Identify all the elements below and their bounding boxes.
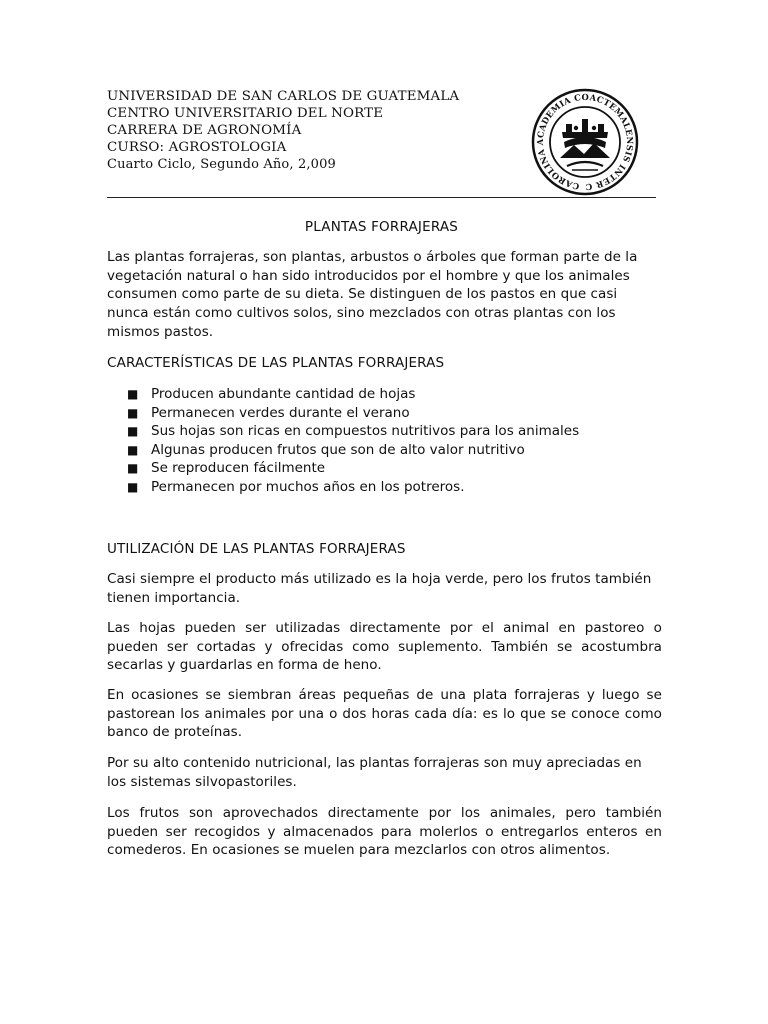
- header-university: UNIVERSIDAD DE SAN CARLOS DE GUATEMALA: [107, 89, 460, 104]
- header-course: CURSO: AGROSTOLOGIA: [107, 140, 287, 155]
- header-cycle: Cuarto Ciclo, Segundo Año, 2,009: [107, 157, 336, 172]
- header-center: CENTRO UNIVERSITARIO DEL NORTE: [107, 106, 384, 121]
- utilization-paragraph-5: Los frutos son aprovechados directamente por los animales, pero también pueden ser recogidos y almacenados para molerlos o entregarlos enteros en comederos. En ocasiones se muelen para mezclarlos con otros alimentos.: [107, 805, 662, 859]
- utilization-paragraph-4: Por su alto contenido nutricional, las plantas forrajeras son muy apreciadas en los sistemas silvopastoriles.: [107, 755, 642, 790]
- header-career: CARRERA DE AGRONOMÍA: [107, 123, 302, 138]
- characteristics-list: [127, 385, 579, 497]
- document-title: PLANTAS FORRAJERAS: [304, 219, 459, 235]
- seal-icon: [512, 88, 658, 196]
- list-item: ■ Se reproducen fácilmente: [127, 460, 326, 477]
- seal-text: CAROLINA ACADEMIA COACTEMALENSIS INTER C: [535, 91, 636, 193]
- square-bullet-icon: ■: [127, 479, 139, 494]
- list-item: ■ Algunas producen frutos que son de alto valor nutritivo: [127, 441, 525, 458]
- header-divider: [107, 197, 656, 198]
- square-bullet-icon: ■: [127, 461, 139, 476]
- square-bullet-icon: ■: [127, 405, 139, 420]
- intro-paragraph: Las plantas forrajeras, son plantas, arbustos o árboles que forman parte de la vegetación natural o han sido introducidos por el hombre y que los animales consumen como parte de su dieta. Se distinguen de los pastos en que casi nunca están como cultivos solos, sino mezclados con otras plantas con los mismos pastos.: [107, 249, 638, 340]
- square-bullet-icon: ■: [127, 424, 139, 439]
- list-item: ■ Permanecen por muchos años en los potreros.: [127, 478, 465, 495]
- characteristics-heading: CARACTERÍSTICAS DE LAS PLANTAS FORRAJERAS: [107, 355, 445, 371]
- utilization-paragraph-3: En ocasiones se siembran áreas pequeñas de una plata forrajeras y luego se pastorean los animales por una o dos horas cada día: es lo que se conoce como banco de proteínas.: [107, 687, 662, 741]
- university-seal: [512, 88, 658, 196]
- utilization-paragraph-1: Casi siempre el producto más utilizado es la hoja verde, pero los frutos también tienen importancia.: [107, 571, 652, 606]
- utilization-paragraph-2: Las hojas pueden ser utilizadas directamente por el animal en pastoreo o pueden ser cortadas y ofrecidas como suplemento. También se acostumbra secarlas y guardarlas en forma de heno.: [107, 620, 662, 674]
- square-bullet-icon: ■: [127, 387, 139, 401]
- utilization-heading: UTILIZACIÓN DE LAS PLANTAS FORRAJERAS: [107, 541, 406, 557]
- list-item: ■ Permanecen verdes durante el verano: [127, 404, 410, 421]
- list-item: ■ Sus hojas son ricas en compuestos nutritivos para los animales: [127, 423, 580, 440]
- square-bullet-icon: ■: [127, 442, 139, 457]
- document-header: [107, 88, 507, 173]
- list-item: ■ Producen abundante cantidad de hojas: [127, 386, 416, 402]
